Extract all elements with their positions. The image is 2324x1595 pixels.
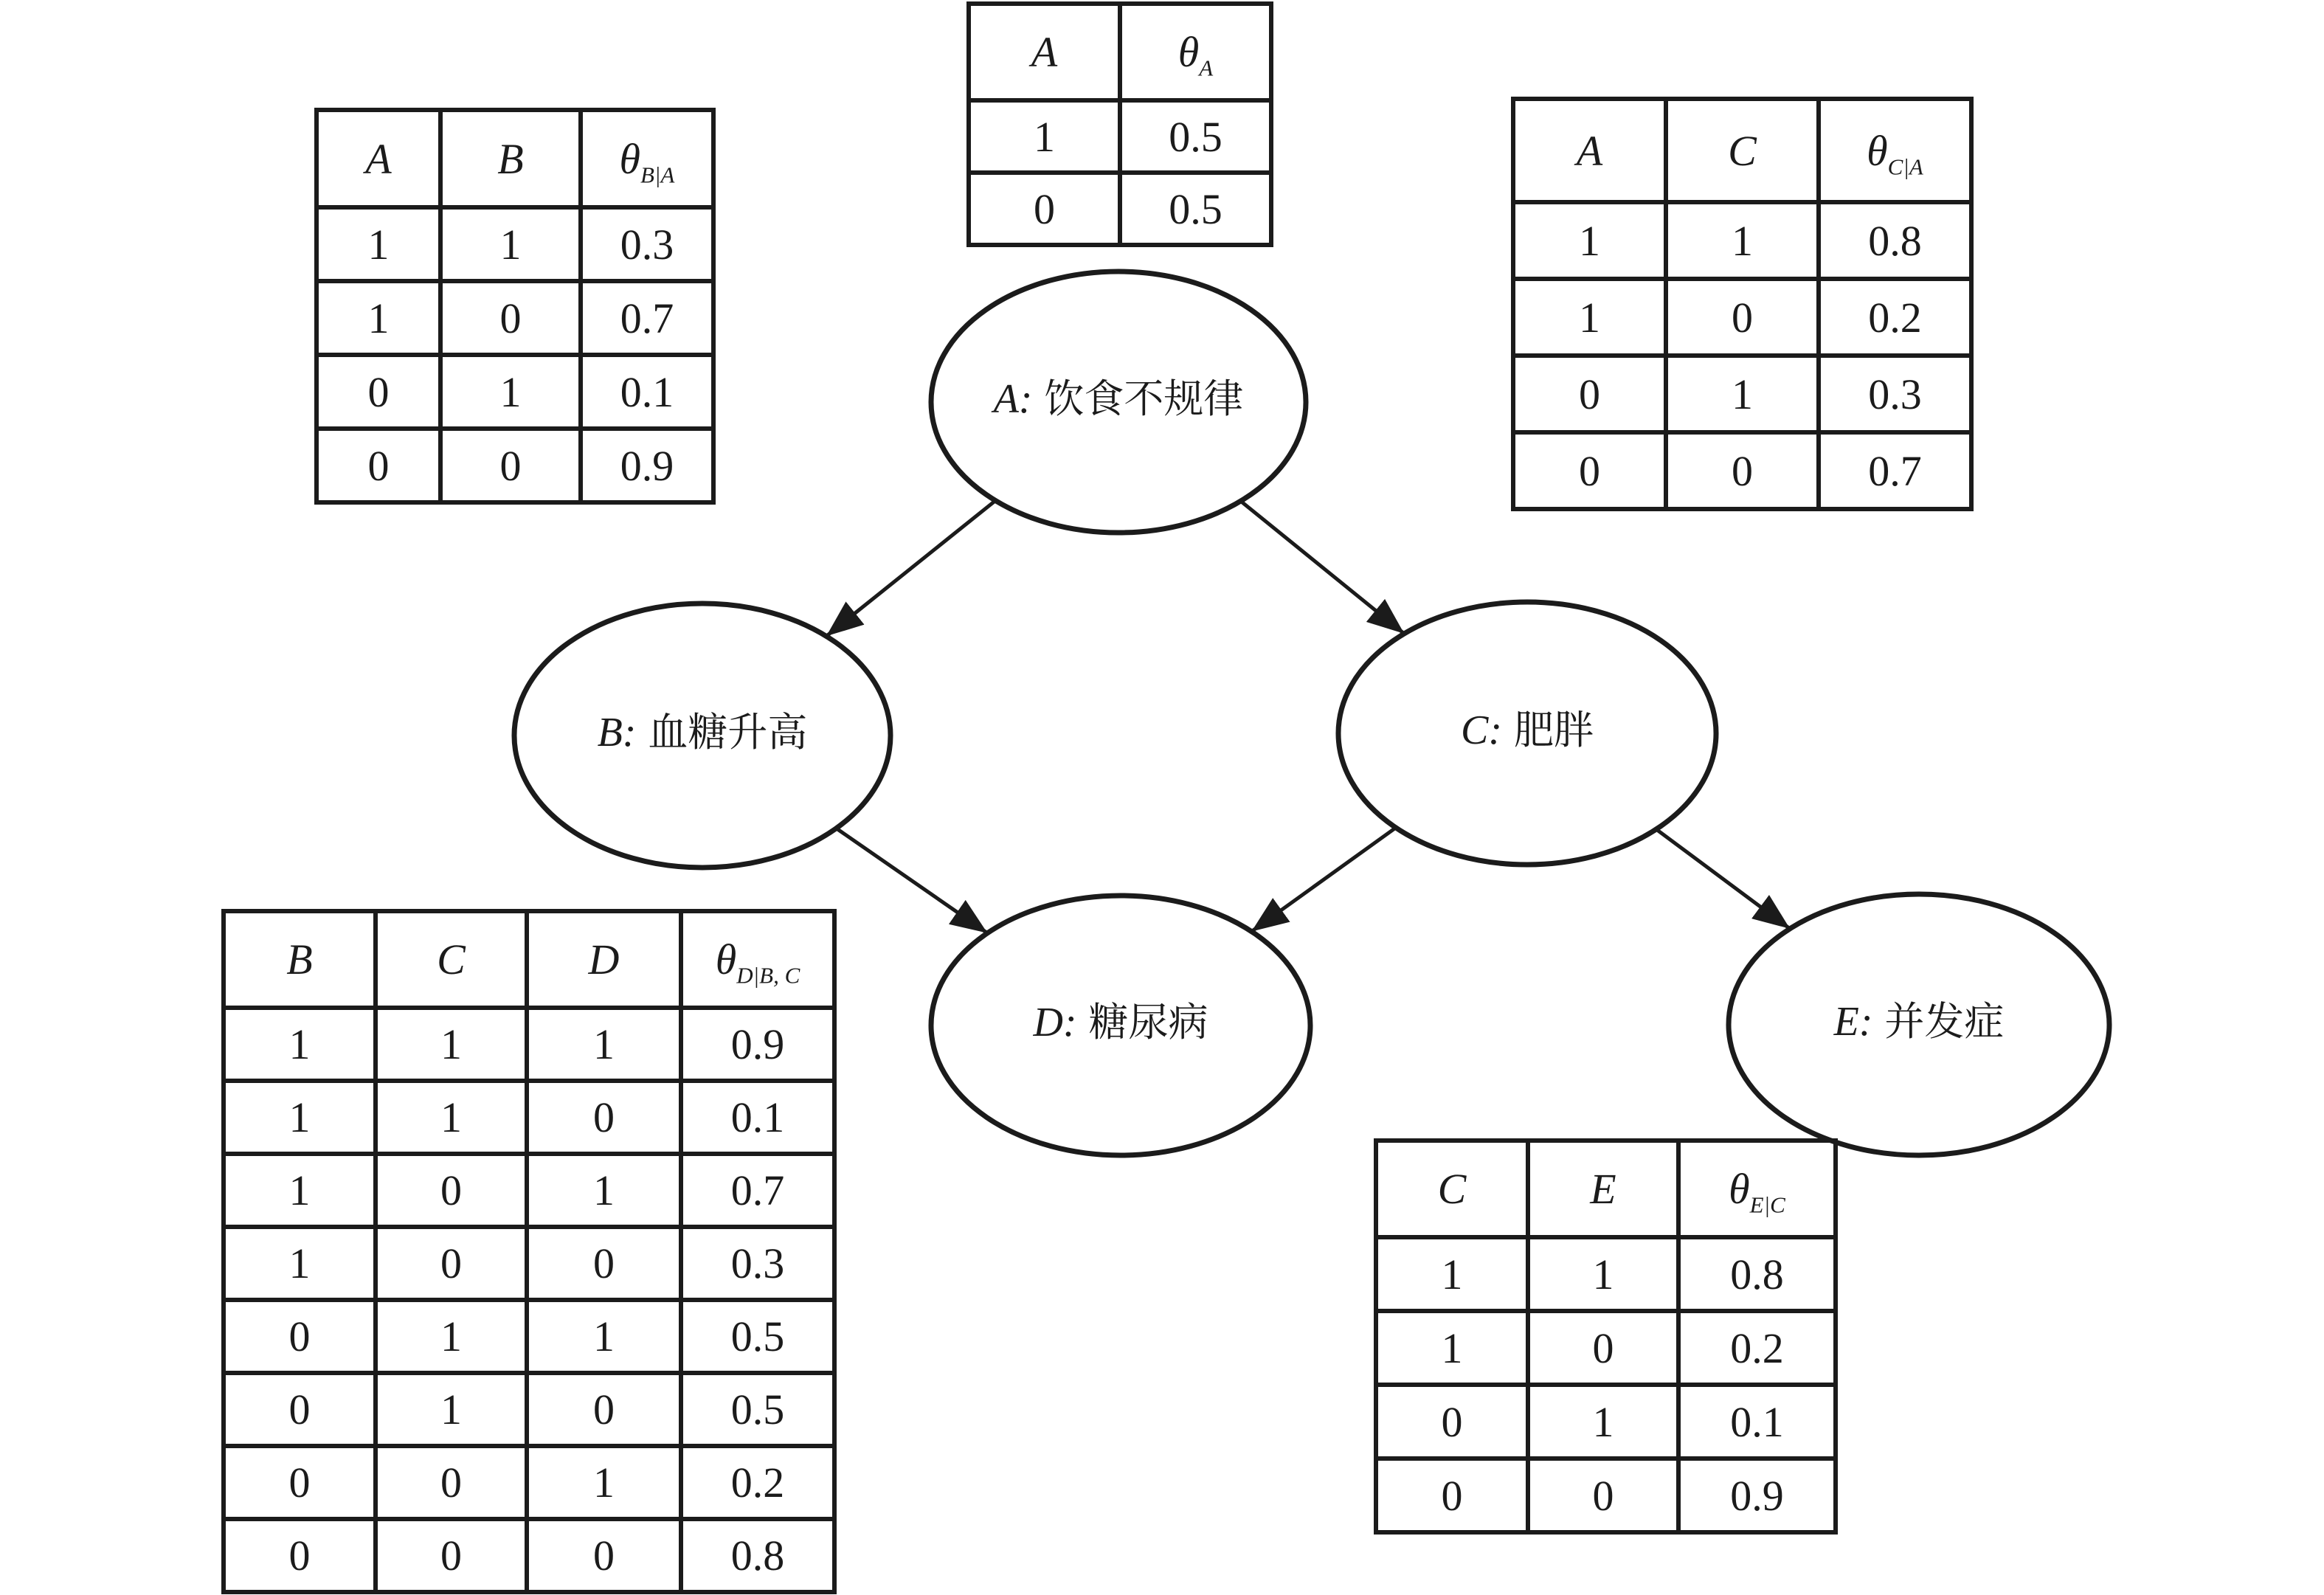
cpt-row: [224, 1081, 834, 1154]
cpt-value-cell: 1: [224, 1227, 376, 1300]
cpt-row: [224, 1446, 834, 1519]
node-a-label: [994, 378, 1244, 420]
cpt-row: [1513, 432, 1971, 509]
edge-b-d: [837, 828, 988, 933]
cpt-row: [224, 1519, 834, 1592]
cpt-header-cell: A: [969, 4, 1120, 100]
theta-subscript: E|C: [1749, 1191, 1785, 1218]
cpt-value-cell: 1: [317, 207, 440, 281]
cpt-header-cell: D: [527, 911, 681, 1008]
cpt-value-cell: 0.7: [1819, 432, 1971, 509]
cpt-row: [317, 355, 713, 429]
cpt-row: [224, 1008, 834, 1081]
cpt-value-cell: 1: [224, 1081, 376, 1154]
cpt-value-cell: 0.5: [1120, 100, 1271, 173]
edge-a-b: [826, 501, 995, 637]
node-b-name: 血糖升高: [648, 710, 808, 755]
node-a-name: 饮食不规律: [1044, 377, 1244, 421]
cpt-header-cell: [1678, 1141, 1836, 1237]
edge-c-e: [1656, 829, 1790, 929]
cpt-value-cell: 1: [1513, 279, 1666, 356]
theta-subscript: C|A: [1887, 153, 1923, 180]
cpt-value-cell: 0.2: [1678, 1311, 1836, 1385]
cpt-value-cell: 0: [317, 355, 440, 429]
cpt-value-cell: 0.5: [681, 1373, 834, 1446]
cpt-grid-theta-a: [966, 1, 1273, 247]
cpt-value-cell: 0.9: [1678, 1459, 1836, 1532]
cpt-row: [317, 207, 713, 281]
node-c-letter: C:: [1461, 707, 1502, 753]
cpt-value-cell: 1: [527, 1446, 681, 1519]
cpt-value-cell: 0: [1513, 356, 1666, 432]
cpt-value-cell: 0: [527, 1227, 681, 1300]
cpt-value-cell: 1: [376, 1081, 527, 1154]
cpt-header-cell: A: [1513, 99, 1666, 202]
cpt-value-cell: 0.9: [681, 1008, 834, 1081]
cpt-value-cell: 0.1: [681, 1081, 834, 1154]
cpt-value-cell: 0.5: [681, 1300, 834, 1373]
cpt-value-cell: 1: [224, 1008, 376, 1081]
edge-a-c: [1241, 501, 1405, 634]
cpt-value-cell: 1: [224, 1154, 376, 1227]
node-a-letter: A:: [993, 376, 1033, 422]
cpt-value-cell: 0: [1528, 1311, 1678, 1385]
cpt-value-cell: 0: [224, 1300, 376, 1373]
cpt-value-cell: 0: [376, 1154, 527, 1227]
cpt-header-cell: C: [376, 911, 527, 1008]
cpt-value-cell: 0.8: [681, 1519, 834, 1592]
cpt-value-cell: 1: [376, 1300, 527, 1373]
node-b-label: [598, 712, 808, 753]
cpt-table-theta-b-given-a: [314, 108, 716, 505]
cpt-grid-theta-b-given-a: [314, 108, 716, 505]
theta-symbol: θ: [715, 935, 737, 983]
node-e-label: [1833, 999, 2005, 1045]
cpt-value-cell: 1: [1528, 1237, 1678, 1311]
cpt-value-cell: 1: [440, 207, 581, 281]
cpt-value-cell: 1: [1666, 356, 1819, 432]
cpt-value-cell: 1: [527, 1008, 681, 1081]
cpt-table-theta-a: [966, 1, 1273, 247]
cpt-value-cell: 0: [317, 429, 440, 502]
cpt-row: [317, 281, 713, 355]
cpt-value-cell: 0: [1528, 1459, 1678, 1532]
cpt-value-cell: 0: [224, 1446, 376, 1519]
cpt-value-cell: 1: [1376, 1237, 1528, 1311]
cpt-value-cell: 0: [969, 173, 1120, 245]
cpt-row: [224, 1300, 834, 1373]
node-e-name: 并发症: [1884, 1000, 2005, 1044]
cpt-value-cell: 0.8: [1678, 1237, 1836, 1311]
cpt-value-cell: 1: [527, 1154, 681, 1227]
node-c-label: [1461, 707, 1594, 753]
cpt-row: [224, 1373, 834, 1446]
cpt-row: [1513, 356, 1971, 432]
cpt-value-cell: 0.9: [581, 429, 713, 502]
theta-symbol: θ: [619, 134, 641, 183]
cpt-header-cell: C: [1666, 99, 1819, 202]
cpt-header-cell: B: [224, 911, 376, 1008]
cpt-value-cell: 0: [527, 1519, 681, 1592]
cpt-header-cell: [1120, 4, 1271, 100]
cpt-value-cell: 0.2: [1819, 279, 1971, 356]
cpt-value-cell: 1: [317, 281, 440, 355]
node-d-name: 糖尿病: [1088, 1000, 1208, 1045]
cpt-header-cell: E: [1528, 1141, 1678, 1237]
cpt-value-cell: 1: [527, 1300, 681, 1373]
cpt-grid-theta-c-given-a: [1511, 97, 1974, 511]
cpt-header-cell: [1819, 99, 1971, 202]
edge-c-d: [1251, 828, 1396, 932]
cpt-value-cell: 0.2: [681, 1446, 834, 1519]
cpt-value-cell: 1: [1376, 1311, 1528, 1385]
node-d-letter: D:: [1033, 1000, 1077, 1045]
node-c-name: 肥胖: [1514, 708, 1594, 752]
cpt-value-cell: 0: [1376, 1385, 1528, 1459]
cpt-value-cell: 0: [527, 1373, 681, 1446]
cpt-row: [1376, 1385, 1836, 1459]
cpt-value-cell: 1: [376, 1373, 527, 1446]
cpt-value-cell: 0: [1666, 279, 1819, 356]
cpt-value-cell: 0: [224, 1519, 376, 1592]
cpt-value-cell: 0: [1513, 432, 1666, 509]
cpt-row: [317, 429, 713, 502]
cpt-value-cell: 0: [376, 1519, 527, 1592]
cpt-value-cell: 0.3: [581, 207, 713, 281]
cpt-header-cell: [681, 911, 834, 1008]
theta-subscript: B|A: [640, 162, 675, 188]
cpt-row: [969, 100, 1271, 173]
cpt-value-cell: 1: [969, 100, 1120, 173]
cpt-row: [1513, 279, 1971, 356]
cpt-value-cell: 1: [440, 355, 581, 429]
cpt-value-cell: 0.8: [1819, 202, 1971, 279]
cpt-value-cell: 0: [440, 429, 581, 502]
cpt-value-cell: 0.1: [1678, 1385, 1836, 1459]
cpt-header-cell: B: [440, 110, 581, 207]
theta-symbol: θ: [1729, 1165, 1750, 1213]
cpt-grid-theta-e-given-c: [1374, 1138, 1838, 1535]
theta-subscript: D|B, C: [736, 962, 800, 989]
cpt-row: [969, 173, 1271, 245]
cpt-value-cell: 1: [376, 1008, 527, 1081]
theta-symbol: θ: [1177, 28, 1200, 76]
cpt-value-cell: 0: [1666, 432, 1819, 509]
cpt-value-cell: 0.7: [581, 281, 713, 355]
cpt-value-cell: 0.3: [681, 1227, 834, 1300]
cpt-value-cell: 0.1: [581, 355, 713, 429]
cpt-row: [224, 1154, 834, 1227]
cpt-row: [1376, 1459, 1836, 1532]
cpt-header-cell: A: [317, 110, 440, 207]
cpt-value-cell: 0.3: [1819, 356, 1971, 432]
cpt-value-cell: 0: [376, 1446, 527, 1519]
cpt-value-cell: 0: [440, 281, 581, 355]
node-e-letter: E:: [1833, 999, 1873, 1045]
cpt-value-cell: 0: [1376, 1459, 1528, 1532]
cpt-value-cell: 0: [376, 1227, 527, 1300]
node-d-label: [1033, 1002, 1208, 1043]
cpt-row: [1376, 1311, 1836, 1385]
cpt-table-theta-c-given-a: [1511, 97, 1974, 511]
cpt-row: [224, 1227, 834, 1300]
cpt-row: [1513, 202, 1971, 279]
cpt-value-cell: 1: [1528, 1385, 1678, 1459]
cpt-value-cell: 0: [527, 1081, 681, 1154]
cpt-table-theta-e-given-c: [1374, 1138, 1838, 1535]
theta-subscript: A: [1199, 55, 1214, 81]
cpt-value-cell: 0.7: [681, 1154, 834, 1227]
cpt-row: [1376, 1237, 1836, 1311]
cpt-table-theta-d-given-bc: [221, 909, 837, 1594]
cpt-value-cell: 0: [224, 1373, 376, 1446]
cpt-header-cell: [581, 110, 713, 207]
cpt-header-cell: C: [1376, 1141, 1528, 1237]
cpt-value-cell: 0.5: [1120, 173, 1271, 245]
node-b-letter: B:: [597, 710, 637, 755]
cpt-grid-theta-d-given-bc: [221, 909, 837, 1594]
cpt-value-cell: 1: [1513, 202, 1666, 279]
theta-symbol: θ: [1867, 126, 1888, 175]
cpt-value-cell: 1: [1666, 202, 1819, 279]
